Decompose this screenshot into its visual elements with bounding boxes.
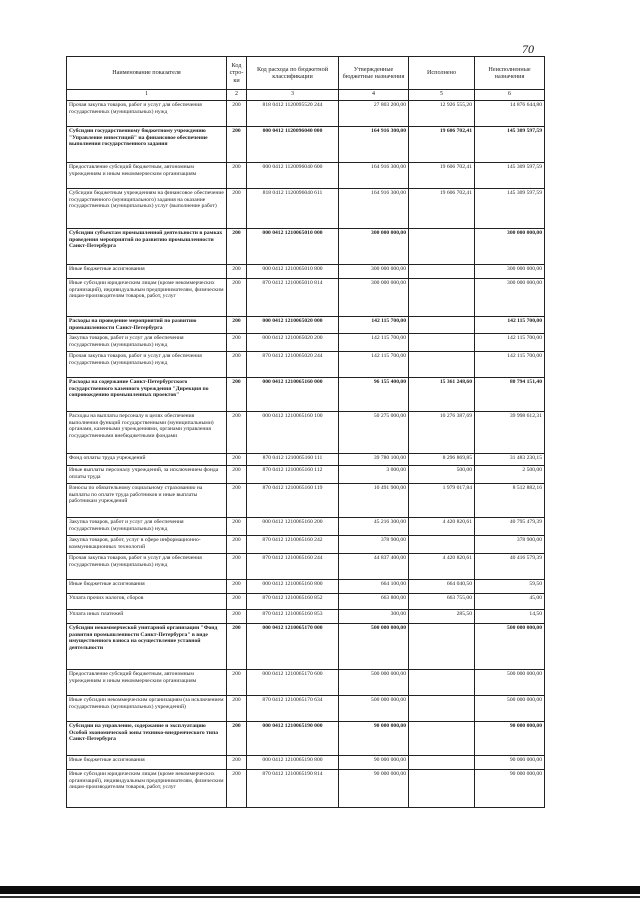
cell-approved: 96 155 400,00 bbox=[339, 378, 409, 412]
cell-unexecuted: 39 998 612,31 bbox=[475, 412, 545, 454]
cell-indicator-name: Прочая закупка товаров, работ и услуг для обеспечения государственных (муниципальных) нужд bbox=[67, 352, 227, 378]
table-header-row bbox=[67, 57, 545, 90]
cell-executed bbox=[409, 624, 475, 670]
cell-approved: 378 900,00 bbox=[339, 536, 409, 554]
cell-line-code: 200 bbox=[227, 279, 247, 317]
cell-executed bbox=[409, 352, 475, 378]
header-executed: Исполнено bbox=[409, 57, 475, 90]
cell-unexecuted: 80 794 151,40 bbox=[475, 378, 545, 412]
cell-approved: 10 491 900,00 bbox=[339, 484, 409, 518]
table-row bbox=[67, 454, 545, 466]
cell-line-code: 200 bbox=[227, 378, 247, 412]
table-row bbox=[67, 554, 545, 580]
cell-executed bbox=[409, 670, 475, 696]
column-number: 6 bbox=[475, 90, 545, 101]
cell-expense-code: 000 0412 1210065190 000 bbox=[247, 722, 339, 756]
cell-line-code: 200 bbox=[227, 756, 247, 770]
column-number: 4 bbox=[339, 90, 409, 101]
cell-expense-code: 000 0412 1210065160 100 bbox=[247, 412, 339, 454]
cell-unexecuted: 142 115 700,00 bbox=[475, 334, 545, 352]
table-row bbox=[67, 696, 545, 722]
column-number: 5 bbox=[409, 90, 475, 101]
cell-executed bbox=[409, 756, 475, 770]
cell-line-code: 200 bbox=[227, 610, 247, 624]
cell-indicator-name: Предоставление субсидий бюджетным, автономным учреждениям и иным некоммерческим организациям bbox=[67, 163, 227, 189]
cell-indicator-name: Иные выплаты персоналу учреждений, за исключением фонда оплаты труда bbox=[67, 466, 227, 484]
cell-indicator-name: Субсидии субъектам промышленной деятельности в рамках проведения мероприятий по развитию промышленности Санкт-Петербурга bbox=[67, 229, 227, 265]
cell-indicator-name: Расходы на проведение мероприятий по развитию промышленности Санкт-Петербурга bbox=[67, 317, 227, 334]
cell-expense-code: 818 0412 1120095520 244 bbox=[247, 101, 339, 127]
cell-unexecuted: 2 500,00 bbox=[475, 466, 545, 484]
cell-line-code: 200 bbox=[227, 265, 247, 279]
table-row bbox=[67, 580, 545, 594]
cell-unexecuted: 378 900,00 bbox=[475, 536, 545, 554]
cell-executed bbox=[409, 279, 475, 317]
cell-unexecuted: 90 000 000,00 bbox=[475, 722, 545, 756]
cell-expense-code: 870 0412 1210065160 852 bbox=[247, 594, 339, 610]
cell-indicator-name: Предоставление субсидий бюджетным, автономным учреждениям и иным некоммерческим организациям bbox=[67, 670, 227, 696]
cell-indicator-name: Иные бюджетные ассигнования bbox=[67, 580, 227, 594]
table-row bbox=[67, 127, 545, 163]
cell-executed: 664 040,50 bbox=[409, 580, 475, 594]
cell-unexecuted: 142 115 700,00 bbox=[475, 317, 545, 334]
cell-line-code: 200 bbox=[227, 624, 247, 670]
cell-expense-code: 870 0412 1210065010 814 bbox=[247, 279, 339, 317]
cell-indicator-name: Фонд оплаты труда учреждений bbox=[67, 454, 227, 466]
table-row bbox=[67, 610, 545, 624]
cell-line-code: 200 bbox=[227, 352, 247, 378]
cell-indicator-name: Взносы по обязательному социальному страхованию на выплаты по оплате труда работников и иные выплаты работникам учреждений bbox=[67, 484, 227, 518]
table-row bbox=[67, 279, 545, 317]
cell-expense-code: 000 0412 1210065170 600 bbox=[247, 670, 339, 696]
cell-indicator-name: Закупка товаров, работ, услуг в сфере информационно-коммуникационных технологий bbox=[67, 536, 227, 554]
cell-line-code: 200 bbox=[227, 722, 247, 756]
table-row bbox=[67, 670, 545, 696]
scan-bottom-edge-line bbox=[0, 896, 640, 898]
cell-unexecuted: 59,50 bbox=[475, 580, 545, 594]
cell-unexecuted: 90 000 000,00 bbox=[475, 756, 545, 770]
cell-unexecuted: 500 000 000,00 bbox=[475, 696, 545, 722]
cell-expense-code: 870 0412 1210065160 112 bbox=[247, 466, 339, 484]
cell-indicator-name: Иные субсидии юридическим лицам (кроме некоммерческих организаций), индивидуальным предпринимателям, физическим лицам-производителям товаров, работ, услуг bbox=[67, 279, 227, 317]
cell-expense-code: 870 0412 1210065160 242 bbox=[247, 536, 339, 554]
cell-expense-code: 000 0412 1210065190 800 bbox=[247, 756, 339, 770]
cell-approved: 164 916 300,00 bbox=[339, 127, 409, 163]
cell-approved: 663 800,00 bbox=[339, 594, 409, 610]
cell-approved: 39 780 100,00 bbox=[339, 454, 409, 466]
cell-line-code: 200 bbox=[227, 466, 247, 484]
cell-approved: 50 275 000,00 bbox=[339, 412, 409, 454]
header-expense-code: Код расхода по бюджетной классификации bbox=[247, 57, 339, 90]
cell-unexecuted: 14 876 644,80 bbox=[475, 101, 545, 127]
cell-unexecuted: 14,50 bbox=[475, 610, 545, 624]
cell-line-code: 200 bbox=[227, 454, 247, 466]
cell-unexecuted: 90 000 000,00 bbox=[475, 770, 545, 808]
cell-expense-code: 000 0412 1210065020 200 bbox=[247, 334, 339, 352]
table-row bbox=[67, 334, 545, 352]
cell-executed: 19 606 702,41 bbox=[409, 189, 475, 229]
table-row bbox=[67, 189, 545, 229]
cell-approved: 300 000 000,00 bbox=[339, 279, 409, 317]
cell-approved: 90 000 000,00 bbox=[339, 756, 409, 770]
cell-unexecuted: 8 512 882,16 bbox=[475, 484, 545, 518]
table-row bbox=[67, 163, 545, 189]
header-indicator-name: Наименование показателя bbox=[67, 57, 227, 90]
table-row bbox=[67, 317, 545, 334]
budget-execution-table bbox=[66, 56, 545, 808]
cell-unexecuted: 40 795 479,39 bbox=[475, 518, 545, 536]
cell-executed: 15 361 248,60 bbox=[409, 378, 475, 412]
cell-expense-code: 000 0412 1210065160 200 bbox=[247, 518, 339, 536]
cell-unexecuted: 300 000 000,00 bbox=[475, 265, 545, 279]
header-line-code: Код стро-ки bbox=[227, 57, 247, 90]
cell-expense-code: 870 0412 1210065170 634 bbox=[247, 696, 339, 722]
cell-approved: 142 115 700,00 bbox=[339, 317, 409, 334]
cell-unexecuted: 31 483 230,15 bbox=[475, 454, 545, 466]
cell-indicator-name: Прочая закупка товаров, работ и услуг для обеспечения государственных (муниципальных) нужд bbox=[67, 554, 227, 580]
cell-expense-code: 870 0412 1210065160 119 bbox=[247, 484, 339, 518]
column-number: 3 bbox=[247, 90, 339, 101]
cell-unexecuted: 500 000 000,00 bbox=[475, 670, 545, 696]
cell-executed: 10 276 387,69 bbox=[409, 412, 475, 454]
cell-executed bbox=[409, 265, 475, 279]
cell-approved: 3 000,00 bbox=[339, 466, 409, 484]
cell-indicator-name: Субсидии государственному бюджетному учреждению "Управление инвестиций" на финансовое обеспечение выполнения государственного задания bbox=[67, 127, 227, 163]
cell-approved: 142 115 700,00 bbox=[339, 352, 409, 378]
cell-executed: 663 755,00 bbox=[409, 594, 475, 610]
table-row bbox=[67, 624, 545, 670]
cell-line-code: 200 bbox=[227, 696, 247, 722]
cell-indicator-name: Закупка товаров, работ и услуг для обеспечения государственных (муниципальных) нужд bbox=[67, 334, 227, 352]
cell-line-code: 200 bbox=[227, 484, 247, 518]
cell-line-code: 200 bbox=[227, 518, 247, 536]
cell-approved: 500 000 000,00 bbox=[339, 670, 409, 696]
cell-expense-code: 870 0412 1210065020 244 bbox=[247, 352, 339, 378]
cell-approved: 500 000 000,00 bbox=[339, 624, 409, 670]
cell-executed bbox=[409, 722, 475, 756]
page-number: 70 bbox=[522, 42, 534, 56]
cell-unexecuted: 40 416 579,39 bbox=[475, 554, 545, 580]
cell-line-code: 200 bbox=[227, 101, 247, 127]
cell-indicator-name: Иные бюджетные ассигнования bbox=[67, 265, 227, 279]
column-number-row bbox=[67, 90, 545, 101]
cell-executed bbox=[409, 334, 475, 352]
cell-executed: 285,50 bbox=[409, 610, 475, 624]
cell-unexecuted: 145 309 597,59 bbox=[475, 127, 545, 163]
cell-approved: 164 916 300,00 bbox=[339, 163, 409, 189]
cell-approved: 44 837 400,00 bbox=[339, 554, 409, 580]
cell-line-code: 200 bbox=[227, 412, 247, 454]
cell-indicator-name: Закупка товаров, работ и услуг для обеспечения государственных (муниципальных) нужд bbox=[67, 518, 227, 536]
table-row bbox=[67, 466, 545, 484]
cell-indicator-name: Иные субсидии некоммерческим организациям (за исключением государственных (муниципальных) учреждений) bbox=[67, 696, 227, 722]
cell-executed: 19 606 702,41 bbox=[409, 127, 475, 163]
cell-line-code: 200 bbox=[227, 189, 247, 229]
header-approved: Утвержденные бюджетные назначения bbox=[339, 57, 409, 90]
header-unexecuted: Неисполненные назначения bbox=[475, 57, 545, 90]
cell-unexecuted: 145 309 597,59 bbox=[475, 189, 545, 229]
cell-indicator-name: Субсидии на управление, содержание и эксплуатацию Особой экономической зоны технико-внедренческого типа Санкт-Петербурга bbox=[67, 722, 227, 756]
cell-indicator-name: Субсидии бюджетным учреждениям на финансовое обеспечение государственного (муниципального) задания на оказание государственных (муниципальных) услуг (выполнение работ) bbox=[67, 189, 227, 229]
cell-indicator-name: Уплата иных платежей bbox=[67, 610, 227, 624]
scan-bottom-edge bbox=[0, 886, 640, 894]
cell-approved: 300 000 000,00 bbox=[339, 229, 409, 265]
cell-expense-code: 870 0412 1210065160 111 bbox=[247, 454, 339, 466]
cell-executed bbox=[409, 229, 475, 265]
table-row bbox=[67, 352, 545, 378]
cell-executed bbox=[409, 770, 475, 808]
cell-line-code: 200 bbox=[227, 163, 247, 189]
cell-expense-code: 818 0412 1120096040 611 bbox=[247, 189, 339, 229]
cell-approved: 500 000 000,00 bbox=[339, 696, 409, 722]
cell-executed: 4 420 820,61 bbox=[409, 554, 475, 580]
cell-line-code: 200 bbox=[227, 554, 247, 580]
cell-line-code: 200 bbox=[227, 594, 247, 610]
cell-indicator-name: Прочая закупка товаров, работ и услуг для обеспечения государственных (муниципальных) нужд bbox=[67, 101, 227, 127]
table-row bbox=[67, 518, 545, 536]
cell-executed: 12 926 555,20 bbox=[409, 101, 475, 127]
cell-line-code: 200 bbox=[227, 334, 247, 352]
cell-unexecuted: 145 309 597,59 bbox=[475, 163, 545, 189]
cell-expense-code: 000 0412 1210065160 000 bbox=[247, 378, 339, 412]
cell-indicator-name: Уплата прочих налогов, сборов bbox=[67, 594, 227, 610]
cell-approved: 664 100,00 bbox=[339, 580, 409, 594]
cell-indicator-name: Расходы на содержание Санкт-Петербургского государственного казенного учреждения "Дирекция по сопровождению промышленных проектов" bbox=[67, 378, 227, 412]
cell-unexecuted: 300 000 000,00 bbox=[475, 279, 545, 317]
cell-approved: 164 916 300,00 bbox=[339, 189, 409, 229]
cell-unexecuted: 142 115 700,00 bbox=[475, 352, 545, 378]
cell-indicator-name: Иные бюджетные ассигнования bbox=[67, 756, 227, 770]
cell-expense-code: 000 0412 1210065020 000 bbox=[247, 317, 339, 334]
cell-executed bbox=[409, 536, 475, 554]
cell-approved: 45 216 300,00 bbox=[339, 518, 409, 536]
cell-unexecuted: 300 000 000,00 bbox=[475, 229, 545, 265]
table-row bbox=[67, 722, 545, 756]
table-row bbox=[67, 412, 545, 454]
table-row bbox=[67, 484, 545, 518]
cell-line-code: 200 bbox=[227, 670, 247, 696]
cell-executed bbox=[409, 696, 475, 722]
cell-expense-code: 000 0412 1210065170 000 bbox=[247, 624, 339, 670]
table-body bbox=[67, 101, 545, 808]
table-row bbox=[67, 770, 545, 808]
cell-line-code: 200 bbox=[227, 536, 247, 554]
cell-expense-code: 870 0412 1210065160 853 bbox=[247, 610, 339, 624]
cell-expense-code: 000 0412 1210065160 800 bbox=[247, 580, 339, 594]
cell-approved: 142 115 700,00 bbox=[339, 334, 409, 352]
cell-line-code: 200 bbox=[227, 229, 247, 265]
cell-executed: 8 296 869,85 bbox=[409, 454, 475, 466]
cell-line-code: 200 bbox=[227, 317, 247, 334]
cell-approved: 300 000 000,00 bbox=[339, 265, 409, 279]
cell-approved: 27 803 200,00 bbox=[339, 101, 409, 127]
cell-executed: 19 606 702,41 bbox=[409, 163, 475, 189]
column-number: 2 bbox=[227, 90, 247, 101]
table-row bbox=[67, 101, 545, 127]
table-row bbox=[67, 265, 545, 279]
cell-expense-code: 000 0412 1210065010 000 bbox=[247, 229, 339, 265]
cell-expense-code: 870 0412 1210065190 814 bbox=[247, 770, 339, 808]
cell-expense-code: 000 0412 1120096040 000 bbox=[247, 127, 339, 163]
cell-approved: 90 000 000,00 bbox=[339, 722, 409, 756]
column-number: 1 bbox=[67, 90, 227, 101]
table-row bbox=[67, 378, 545, 412]
table-row bbox=[67, 594, 545, 610]
cell-indicator-name: Иные субсидии юридическим лицам (кроме некоммерческих организаций), индивидуальным предпринимателям, физическим лицам-производителям товаров, работ, услуг bbox=[67, 770, 227, 808]
cell-line-code: 200 bbox=[227, 770, 247, 808]
cell-line-code: 200 bbox=[227, 127, 247, 163]
cell-expense-code: 870 0412 1210065160 244 bbox=[247, 554, 339, 580]
cell-expense-code: 000 0412 1210065010 800 bbox=[247, 265, 339, 279]
cell-executed: 500,00 bbox=[409, 466, 475, 484]
cell-line-code: 200 bbox=[227, 580, 247, 594]
cell-executed: 4 420 820,61 bbox=[409, 518, 475, 536]
cell-approved: 300,00 bbox=[339, 610, 409, 624]
cell-executed: 1 979 017,84 bbox=[409, 484, 475, 518]
table-row bbox=[67, 536, 545, 554]
cell-executed bbox=[409, 317, 475, 334]
cell-expense-code: 000 0412 1120096040 600 bbox=[247, 163, 339, 189]
table-row bbox=[67, 229, 545, 265]
cell-unexecuted: 500 000 000,00 bbox=[475, 624, 545, 670]
cell-indicator-name: Субсидии некоммерческой унитарной организации "Фонд развития промышленности Санкт-Петербурга" в виде имущественного взноса на осуществление уставной деятельности bbox=[67, 624, 227, 670]
table-row bbox=[67, 756, 545, 770]
cell-approved: 90 000 000,00 bbox=[339, 770, 409, 808]
cell-indicator-name: Расходы на выплаты персоналу в целях обеспечения выполнения функций государственными (муниципальными) органами, казенными учреждениями, органами управления государственными внебюджетными фондами bbox=[67, 412, 227, 454]
cell-unexecuted: 45,00 bbox=[475, 594, 545, 610]
